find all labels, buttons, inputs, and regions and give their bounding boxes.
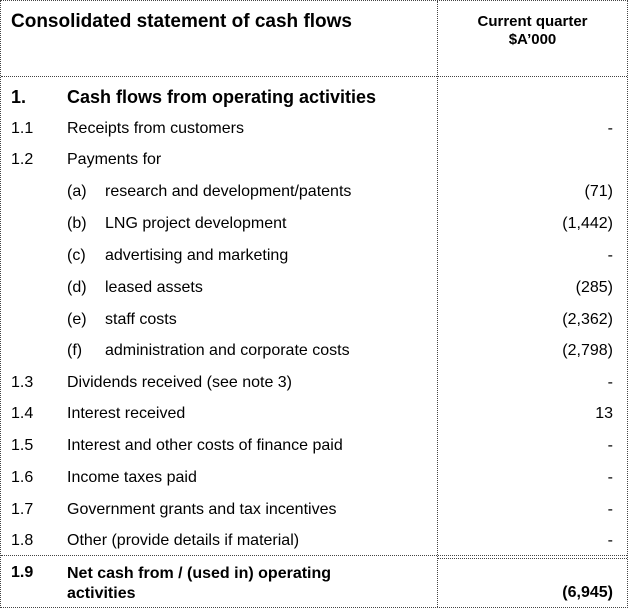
row-label: Other (provide details if material) [67, 532, 300, 549]
statement-title: Consolidated statement of cash flows [11, 11, 352, 32]
row-label: Payments for [67, 151, 162, 168]
row-label: leased assets [105, 279, 203, 296]
row-letter: (b) [67, 215, 87, 232]
table-row [1, 437, 627, 461]
row-letter: (a) [67, 183, 87, 200]
row-label: Interest received [67, 405, 186, 422]
total-rule [438, 558, 627, 559]
row-number: 1.3 [11, 374, 34, 391]
statement-header [1, 1, 627, 77]
row-label: Interest and other costs of finance paid [67, 437, 343, 454]
row-number: 1.2 [11, 151, 34, 168]
section-number: 1. [11, 87, 27, 107]
row-letter: (e) [67, 311, 87, 328]
row-label: administration and corporate costs [105, 342, 350, 359]
table-row [1, 311, 627, 335]
row-value: - [607, 501, 613, 518]
table-row [1, 374, 627, 398]
column-header [438, 13, 627, 49]
row-value: (2,362) [562, 311, 613, 328]
table-row [1, 215, 627, 239]
row-letter: (f) [67, 342, 83, 359]
table-row [1, 501, 627, 525]
table-row [1, 151, 627, 175]
row-label: advertising and marketing [105, 247, 289, 264]
table-row [1, 469, 627, 493]
table-row [1, 120, 627, 144]
row-label: staff costs [105, 311, 177, 328]
row-value: - [607, 437, 613, 454]
row-value: - [607, 120, 613, 137]
row-value: (285) [575, 279, 613, 296]
table-row [1, 279, 627, 303]
column-header-period: Current quarter [477, 13, 588, 30]
row-number: 1.5 [11, 437, 34, 454]
table-row [1, 247, 627, 271]
row-value: (1,442) [562, 215, 613, 232]
row-label: Government grants and tax incentives [67, 501, 337, 518]
row-letter: (d) [67, 279, 87, 296]
table-row [1, 405, 627, 429]
table-row [1, 532, 627, 556]
row-label: Dividends received (see note 3) [67, 374, 293, 391]
row-value: 13 [595, 405, 613, 422]
row-number: 1.6 [11, 469, 34, 486]
row-letter: (c) [67, 247, 86, 264]
row-value: - [607, 247, 613, 264]
row-value: - [607, 532, 613, 549]
row-value: (71) [584, 183, 613, 200]
total-label: Net cash from / (used in) operating activities [67, 565, 332, 602]
section-label: Cash flows from operating activities [67, 87, 377, 107]
table-row [1, 183, 627, 207]
table-row [1, 342, 627, 366]
row-number: 1.8 [11, 532, 34, 549]
row-label: LNG project development [105, 215, 287, 232]
row-value: (2,798) [562, 342, 613, 359]
row-number: 1.4 [11, 405, 34, 422]
total-number: 1.9 [11, 564, 34, 581]
row-number: 1.7 [11, 501, 34, 518]
section-heading [1, 87, 627, 113]
row-number: 1.1 [11, 120, 34, 137]
column-header-unit: $A’000 [508, 31, 557, 48]
row-label: Income taxes paid [67, 469, 197, 486]
total-row [1, 555, 627, 609]
row-value: - [607, 374, 613, 391]
row-label: research and development/patents [105, 183, 352, 200]
row-value: - [607, 469, 613, 486]
row-label: Receipts from customers [67, 120, 244, 137]
total-value: (6,945) [562, 584, 613, 601]
